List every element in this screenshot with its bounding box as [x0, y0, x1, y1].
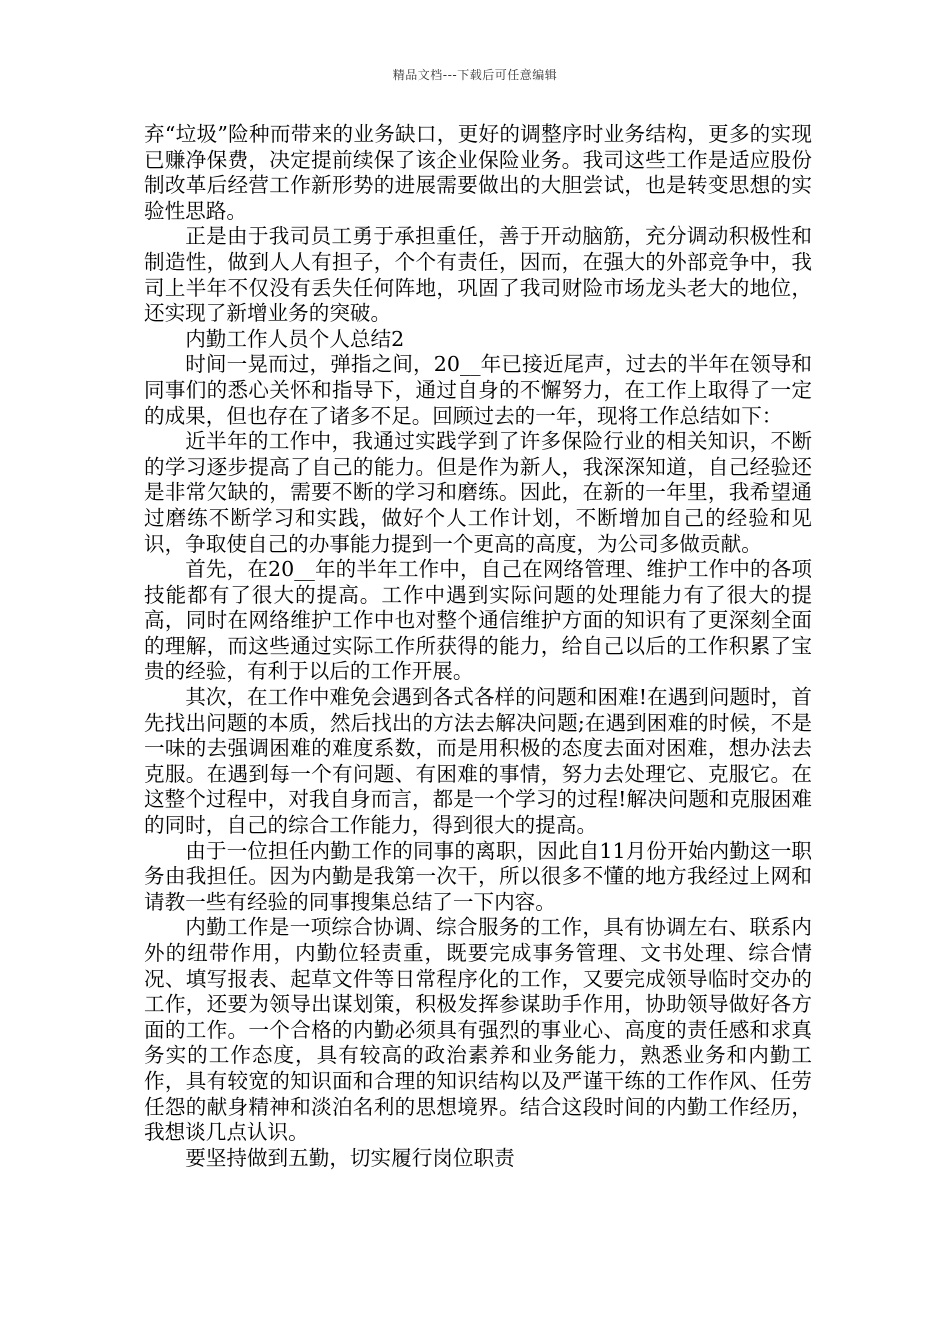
- paragraph: 弃“垃圾”险种而带来的业务缺口，更好的调整序时业务结构，更多的实现已赚净保费，决定提前续保了该企业保险业务。我司这些工作是适应股份制改革后经营工作新形势的进展需要做出的大胆尝试，也是转变思想的实验性思路。: [144, 122, 812, 223]
- page-header: 精品文档---下载后可任意编辑: [392, 68, 558, 82]
- paragraph: 首先，在20__年的半年工作中，自己在网络管理、维护工作中的各项技能都有了很大的提高。工作中遇到实际问题的处理能力有了很大的提高，同时在网络维护工作中也对整个通信维护方面的知识有了更深刻全面的理解，而这些通过实际工作所获得的能力，给自己以后的工作积累了宝贵的经验，有利于以后的工作开展。: [144, 557, 812, 684]
- paragraph: 时间一晃而过，弹指之间，20__年已接近尾声，过去的半年在领导和同事们的悉心关怀和指导下，通过自身的不懈努力，在工作上取得了一定的成果，但也存在了诸多不足。回顾过去的一年，现将工作总结如下：: [144, 352, 812, 428]
- document-body: [144, 122, 812, 1171]
- paragraph: 正是由于我司员工勇于承担重任，善于开动脑筋，充分调动积极性和制造性，做到人人有担子，个个有责任，因而，在强大的外部竞争中，我司上半年不仅没有丢失任何阵地，巩固了我司财险市场龙头老大的地位，还实现了新增业务的突破。: [144, 224, 812, 326]
- section-heading: 内勤工作人员个人总结2: [185, 326, 405, 351]
- paragraph: 其次，在工作中难免会遇到各式各样的问题和困难!在遇到问题时，首先找出问题的本质，然后找出的方法去解决问题;在遇到困难的时候，不是一味的去强调困难的难度系数，而是用积极的态度去面对困难，想办法去克服。在遇到每一个有问题、有困难的事情，努力去处理它、克服它。在这整个过程中，对我自身而言，都是一个学习的过程!解决问题和克服困难的同时，自己的综合工作能力，得到很大的提高。: [144, 685, 812, 838]
- paragraph: 内勤工作是一项综合协调、综合服务的工作，具有协调左右、联系内外的纽带作用，内勤位轻责重，既要完成事务管理、文书处理、综合情况、填写报表、起草文件等日常程序化的工作，又要完成领导临时交办的工作，还要为领导出谋划策，积极发挥参谋助手作用，协助领导做好各方面的工作。一个合格的内勤必须具有强烈的事业心、高度的责任感和求真务实的工作态度，具有较高的政治素养和业务能力，熟悉业务和内勤工作，具有较宽的知识面和合理的知识结构以及严谨干练的工作作风、任劳任怨的献身精神和淡泊名利的思想境界。结合这段时间的内勤工作经历，我想谈几点认识。: [144, 915, 812, 1145]
- paragraph: 近半年的工作中，我通过实践学到了许多保险行业的相关知识，不断的学习逐步提高了自己的能力。但是作为新人，我深深知道，自己经验还是非常欠缺的，需要不断的学习和磨练。因此，在新的一年里，我希望通过磨练不断学习和实践，做好个人工作计划，不断增加自己的经验和见识，争取使自己的办事能力提到一个更高的高度，为公司多做贡献。: [144, 429, 812, 556]
- paragraph: 由于一位担任内勤工作的同事的离职，因此自11月份开始内勤这一职务由我担任。因为内勤是我第一次干，所以很多不懂的地方我经过上网和请教一些有经验的同事搜集总结了一下内容。: [144, 838, 812, 914]
- paragraph: 要坚持做到五勤，切实履行岗位职责: [185, 1145, 515, 1170]
